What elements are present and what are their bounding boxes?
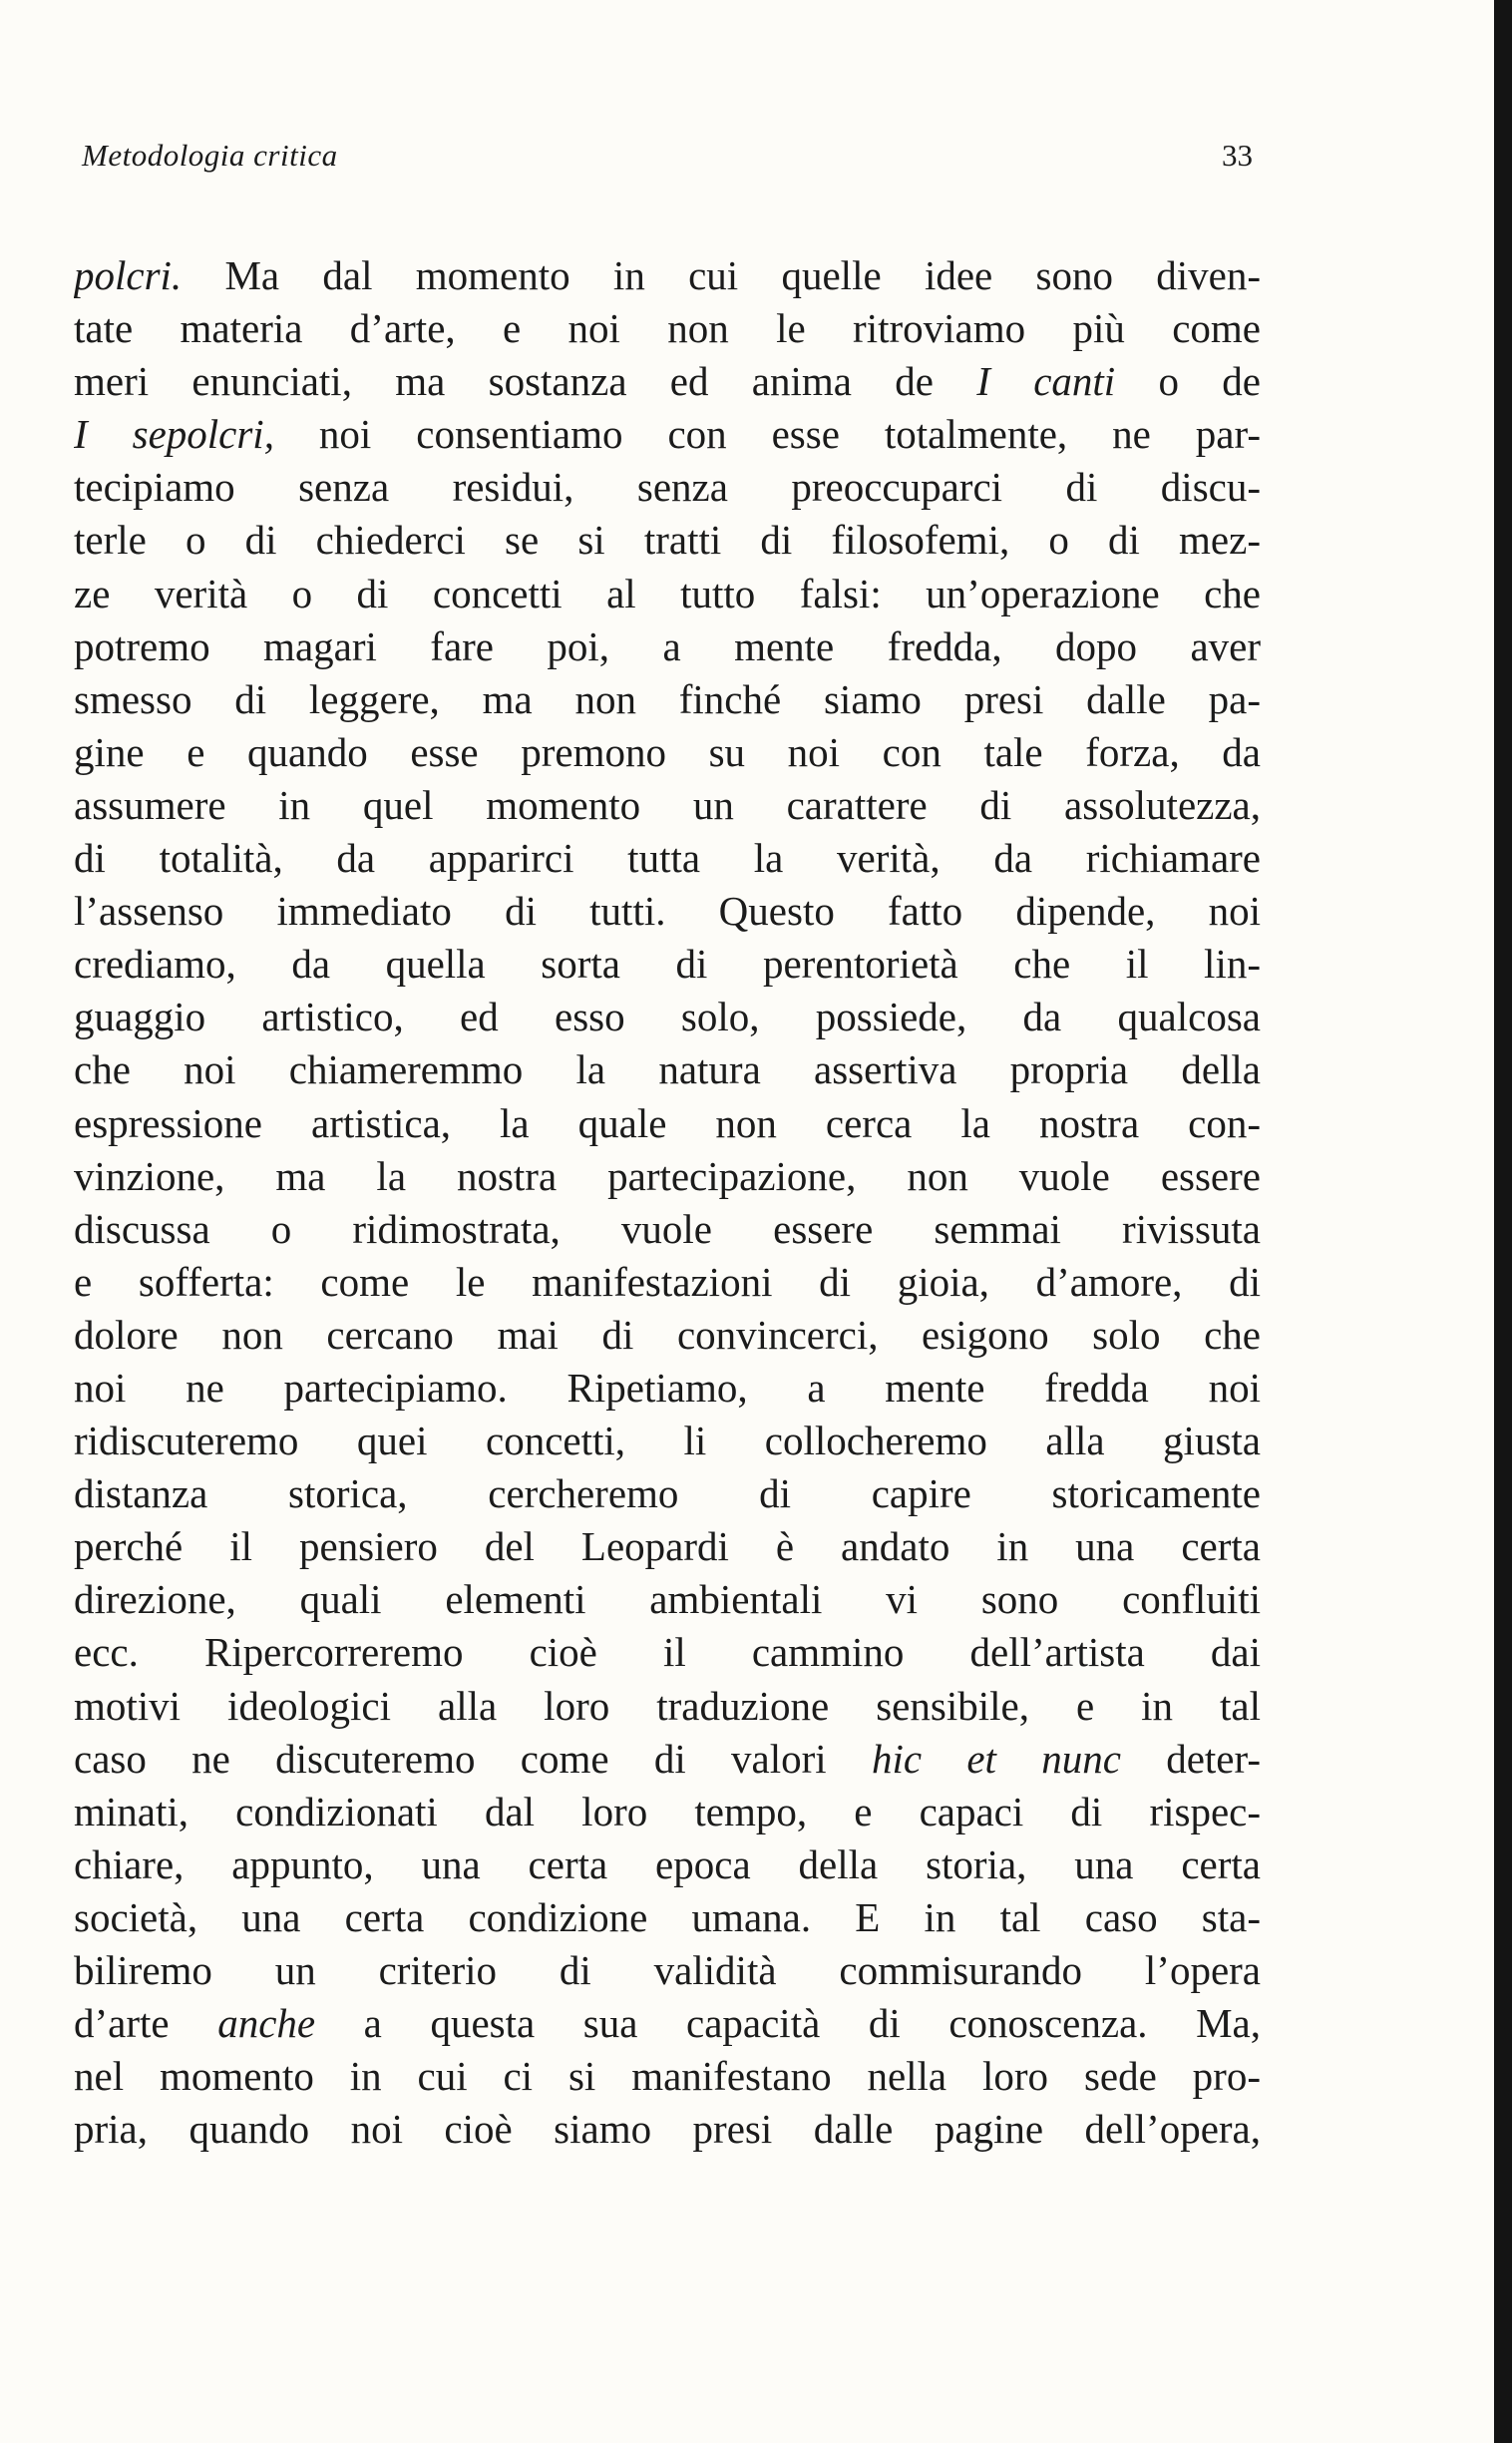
text-line bbox=[74, 1415, 1261, 1467]
text-line bbox=[74, 1362, 1261, 1415]
text-line bbox=[74, 1838, 1261, 1891]
text-line bbox=[74, 1043, 1261, 1096]
text-run: di totalità, da apparirci tutta la verità, da richiamare bbox=[74, 835, 1261, 882]
text-run: biliremo un criterio di validità commisurando l’opera bbox=[74, 1947, 1261, 1993]
text-line bbox=[74, 1256, 1261, 1309]
text-line bbox=[74, 1150, 1261, 1203]
text-run: caso ne discuteremo come di valori bbox=[74, 1735, 872, 1782]
text-line bbox=[74, 673, 1261, 726]
text-run: d’arte bbox=[74, 2000, 218, 2047]
text-line bbox=[74, 885, 1261, 938]
text-line bbox=[74, 1786, 1261, 1838]
text-run: gine e quando esse premono su noi con tale forza, da bbox=[74, 728, 1261, 775]
text-line bbox=[74, 1997, 1261, 2050]
text-run: e sofferta: come le manifestazioni di gioia, d’amore, di bbox=[74, 1258, 1261, 1305]
text-run: tecipiamo senza residui, senza preoccuparci di discu- bbox=[74, 464, 1261, 511]
text-line bbox=[74, 1573, 1261, 1626]
text-run: noi consentiamo con esse totalmente, ne par- bbox=[273, 411, 1261, 458]
text-run: motivi ideologici alla loro traduzione sensibile, e in tal bbox=[74, 1682, 1261, 1729]
page-number: 33 bbox=[1222, 138, 1253, 173]
text-line bbox=[74, 1626, 1261, 1679]
text-line bbox=[74, 1309, 1261, 1362]
text-run: potremo magari fare poi, a mente fredda, dopo aver bbox=[74, 622, 1261, 669]
text-line bbox=[74, 1520, 1261, 1573]
text-line bbox=[74, 568, 1261, 620]
text-run: pria, quando noi cioè siamo presi dalle pagine dell’opera, bbox=[74, 2106, 1261, 2153]
text-line bbox=[74, 249, 1261, 302]
running-head: Metodologia critica bbox=[82, 138, 338, 173]
text-run: vinzione, ma la nostra partecipazione, non vuole essere bbox=[74, 1152, 1261, 1199]
text-line bbox=[74, 726, 1261, 779]
text-run: chiare, appunto, una certa epoca della storia, una certa bbox=[74, 1840, 1261, 1887]
text-run: che noi chiameremmo la natura assertiva propria della bbox=[74, 1046, 1261, 1093]
text-run: minati, condizionati dal loro tempo, e capaci di rispec- bbox=[74, 1788, 1261, 1834]
text-run: Ma dal momento in cui quelle idee sono diven- bbox=[182, 252, 1261, 298]
text-run: tate materia d’arte, e noi non le ritroviamo più come bbox=[74, 305, 1261, 352]
text-run: l’assenso immediato di tutti. Questo fatto dipende, noi bbox=[74, 888, 1261, 935]
text-run: crediamo, da quella sorta di perentorietà che il lin- bbox=[74, 941, 1261, 988]
text-line bbox=[74, 2050, 1261, 2103]
italic-text: hic et nunc bbox=[871, 1735, 1121, 1782]
text-line bbox=[74, 461, 1261, 514]
text-line bbox=[74, 514, 1261, 567]
text-line bbox=[74, 1891, 1261, 1944]
text-run: distanza storica, cercheremo di capire storicamente bbox=[74, 1470, 1261, 1517]
italic-text: I sepolcri, bbox=[74, 411, 274, 458]
text-run: ze verità o di concetti al tutto falsi: un’operazione che bbox=[74, 570, 1261, 616]
text-line bbox=[74, 355, 1261, 408]
text-run: ridiscuteremo quei concetti, li collocheremo alla giusta bbox=[74, 1418, 1261, 1464]
text-line bbox=[74, 302, 1261, 355]
text-line bbox=[74, 1203, 1261, 1256]
text-run: a questa sua capacità di conoscenza. Ma, bbox=[315, 2000, 1261, 2047]
text-run: smesso di leggere, ma non finché siamo presi dalle pa- bbox=[74, 675, 1261, 722]
text-run: o de bbox=[1115, 358, 1261, 405]
text-run: dolore non cercano mai di convincerci, esigono solo che bbox=[74, 1311, 1261, 1358]
text-run: perché il pensiero del Leopardi è andato in una certa bbox=[74, 1523, 1261, 1570]
text-line bbox=[74, 1733, 1261, 1786]
text-line bbox=[74, 1944, 1261, 1997]
text-line bbox=[74, 1680, 1261, 1733]
italic-text: anche bbox=[217, 2000, 316, 2047]
text-line bbox=[74, 1467, 1261, 1520]
text-run: nel momento in cui ci si manifestano nella loro sede pro- bbox=[74, 2053, 1261, 2100]
text-line bbox=[74, 408, 1261, 461]
text-line bbox=[74, 779, 1261, 832]
text-run: deter- bbox=[1120, 1735, 1261, 1782]
text-line bbox=[74, 938, 1261, 991]
text-run: direzione, quali elementi ambientali vi sono confluiti bbox=[74, 1576, 1261, 1623]
text-run: meri enunciati, ma sostanza ed anima de bbox=[74, 358, 977, 405]
text-run: società, una certa condizione umana. E in tal caso sta- bbox=[74, 1893, 1261, 1940]
italic-text: I canti bbox=[976, 358, 1116, 405]
italic-text: polcri. bbox=[74, 252, 183, 298]
text-run: assumere in quel momento un carattere di assolutezza, bbox=[74, 781, 1261, 828]
text-line bbox=[74, 832, 1261, 885]
text-run: espressione artistica, la quale non cerca la nostra con- bbox=[74, 1099, 1261, 1146]
page-header bbox=[82, 138, 1253, 188]
text-run: discussa o ridimostrata, vuole essere semmai rivissuta bbox=[74, 1205, 1261, 1252]
body-text bbox=[74, 249, 1261, 2156]
text-line bbox=[74, 620, 1261, 673]
text-run: guaggio artistico, ed esso solo, possiede, da qualcosa bbox=[74, 994, 1261, 1040]
text-line bbox=[74, 1097, 1261, 1150]
text-run: terle o di chiederci se si tratti di filosofemi, o di mez- bbox=[74, 517, 1261, 564]
text-run: noi ne partecipiamo. Ripetiamo, a mente fredda noi bbox=[74, 1364, 1261, 1411]
text-line bbox=[74, 2103, 1261, 2156]
text-run: ecc. Ripercorreremo cioè il cammino dell’artista dai bbox=[74, 1629, 1261, 1676]
text-line bbox=[74, 991, 1261, 1043]
